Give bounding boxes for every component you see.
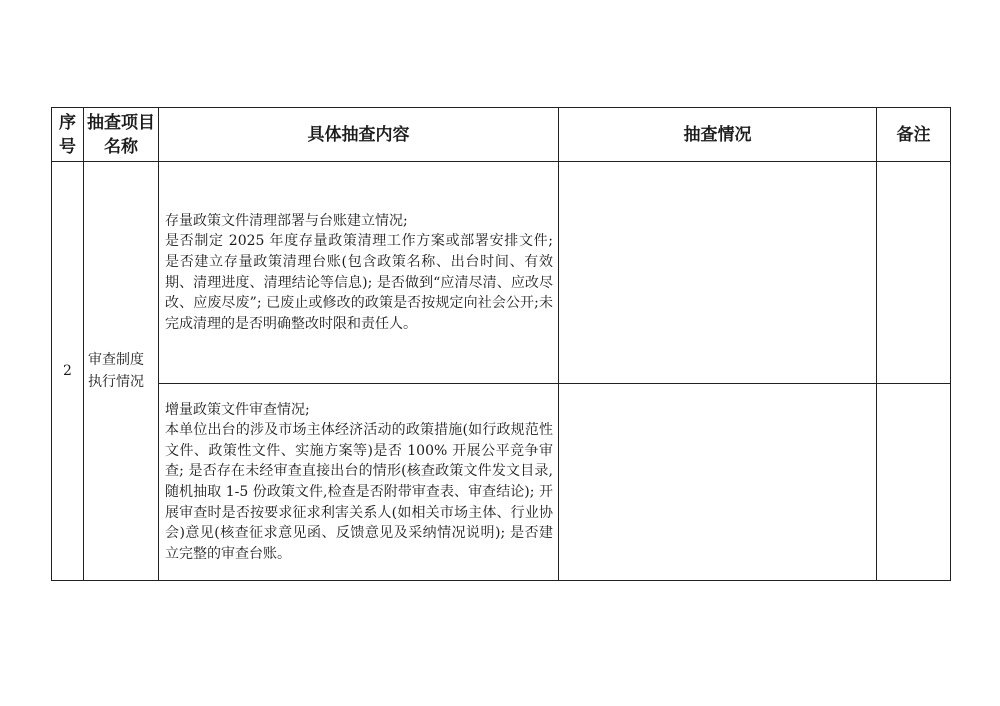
row-item-name: 审查制度执行情况 <box>84 162 159 581</box>
remarks-cell-2[interactable] <box>877 384 951 581</box>
header-seq: 序号 <box>52 108 84 162</box>
header-situation: 抽查情况 <box>559 108 877 162</box>
remarks-cell-1[interactable] <box>877 162 951 384</box>
situation-cell-2[interactable] <box>559 384 877 581</box>
situation-cell-1[interactable] <box>559 162 877 384</box>
row-seq: 2 <box>52 162 84 581</box>
content-new-policy-text: 增量政策文件审查情况; 本单位出台的涉及市场主体经济活动的政策措施(如行政规范性文件、政策性文件、实施方案等)是否 100% 开展公平竞争审查; 是否存在未经审查直接出台的情形(核查政策文件发文目录,随机抽取 1-5 份政策文件,检查是否附带审查表、审查结论); 开展审查时是否按要求征求利害关系人(如相关市场主体、行业协会)意见(核查征求意见函、反馈意见及采纳情况说明); 是否建立完整的审查台账。 <box>165 401 553 562</box>
content-new-policy <box>159 384 559 581</box>
table-row <box>52 384 951 581</box>
header-remarks: 备注 <box>877 108 951 162</box>
header-item-name: 抽查项目名称 <box>84 108 159 162</box>
header-content: 具体抽查内容 <box>159 108 559 162</box>
header-row <box>52 108 951 162</box>
content-stock-policy <box>159 162 559 384</box>
table-row <box>52 162 951 384</box>
inspection-table <box>51 107 951 581</box>
content-stock-policy-text: 存量政策文件清理部署与台账建立情况; 是否制定 2025 年度存量政策清理工作方案或部署安排文件; 是否建立存量政策清理台账(包含政策名称、出台时间、有效期、清理进度、清理结论等信息); 是否做到“应清尽清、应改尽改、应废尽废”; 已废止或修改的政策是否按规定向社会公开;未完成清理的是否明确整改时限和责任人。 <box>165 212 553 332</box>
